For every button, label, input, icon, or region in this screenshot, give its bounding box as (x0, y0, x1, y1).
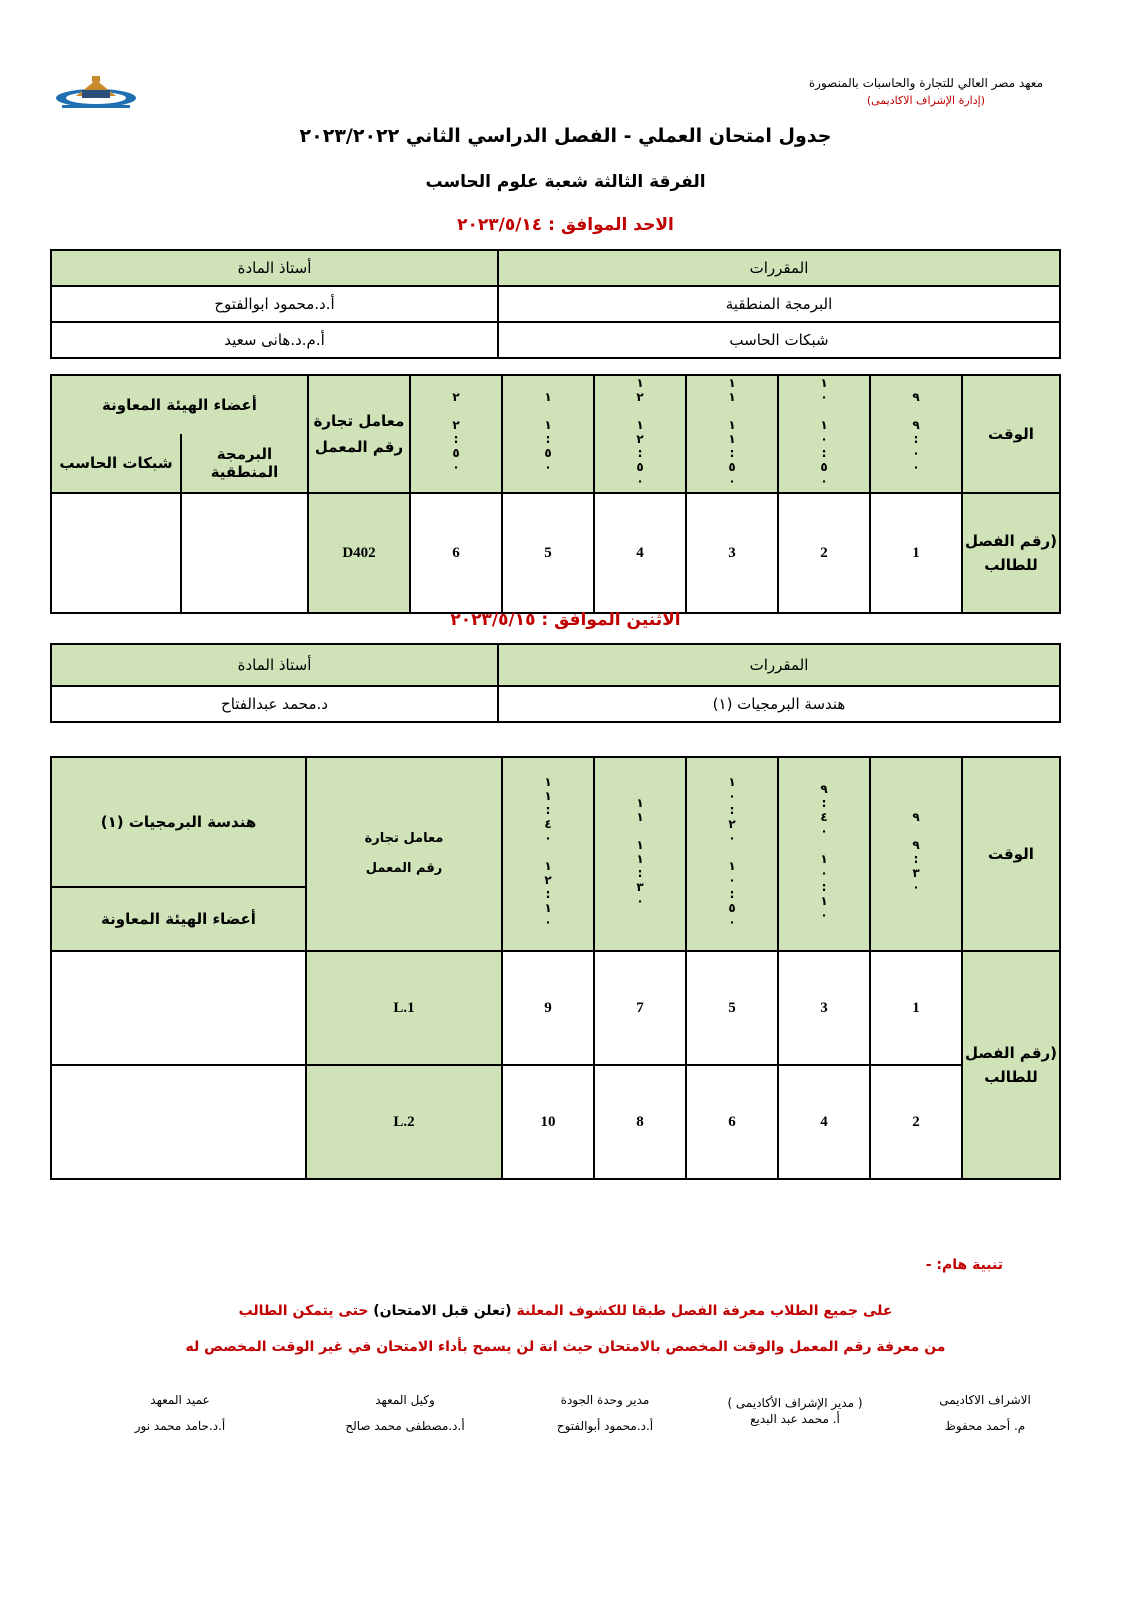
lab-label: معامل تجارة رقم المعمل (308, 375, 410, 493)
time-slot: ٢:٥٠ ٢ (449, 390, 463, 474)
course-name: شبكات الحاسب (498, 322, 1060, 358)
course-col: هندسة البرمجيات (١) (51, 757, 306, 887)
staff-col-logic: البرمجة المنطقية (181, 434, 308, 493)
signature-dean: عميد المعهد أ.د.حامد محمد نور (134, 1393, 226, 1433)
section-number: 2 (870, 1065, 962, 1179)
section-number: 3 (686, 493, 778, 613)
section-number: 6 (410, 493, 502, 613)
notice-title: تنبية هام: - (925, 1257, 1003, 1273)
time-label: الوقت (962, 757, 1060, 951)
section-label: (رقم الفصل للطالب (962, 493, 1060, 613)
lab-label: معامل تجارة رقم المعمل (306, 757, 502, 951)
section-number: 5 (502, 493, 594, 613)
instructor-header: أستاذ المادة (51, 644, 498, 686)
section-number: 4 (594, 493, 686, 613)
staff-cell (51, 951, 306, 1065)
time-slot: ١:٥٠ ١ (541, 390, 555, 474)
department-name: (إدارة الإشراف الاكاديمى) (866, 94, 985, 107)
courses-header: المقررات (498, 250, 1060, 286)
section-number: 5 (686, 951, 778, 1065)
notice-line-1: على جميع الطلاب معرفة الفصل طبقا للكشوف المعلنة (تعلن قبل الامتحان) حتى يتمكن الطالب (238, 1303, 893, 1319)
page-subtitle: الفرقة الثالثة شعبة علوم الحاسب (425, 172, 706, 192)
day2-courses-table (50, 643, 1061, 723)
staff-cell (181, 493, 308, 613)
courses-header: المقررات (498, 644, 1060, 686)
signature-academic-supervision: الاشراف الاكاديمى م. أحمد محفوظ (939, 1393, 1031, 1433)
instructor-header: أستاذ المادة (51, 250, 498, 286)
section-number: 2 (778, 493, 870, 613)
time-slot: ١٢:١٠ ١١:٤٠ (541, 775, 555, 929)
section-number: 4 (778, 1065, 870, 1179)
time-slot: ١١:٥٠ ١١ (725, 376, 739, 488)
time-slot: ٩:٣٠ ٩ (909, 810, 923, 894)
signature-quality: مدير وحدة الجودة أ.د.محمود أبوالفتوح (556, 1393, 654, 1433)
lab-number: D402 (308, 493, 410, 613)
staff-label: أعضاء الهيئة المعاونة (51, 887, 306, 951)
page-title: جدول امتحان العملي - الفصل الدراسي الثاني ٢٠٢٣/٢٠٢٢ (299, 125, 832, 147)
day1-courses-table (50, 249, 1061, 359)
time-slot: ١٠:٥٠ ١٠ (817, 376, 831, 488)
time-slot: ٩:٠٠ ٩ (909, 390, 923, 474)
institute-logo (52, 72, 140, 112)
course-name: البرمجة المنطقية (498, 286, 1060, 322)
section-number: 1 (870, 493, 962, 613)
time-slot: ١٢:٥٠ ١٢ (633, 376, 647, 488)
section-number: 10 (502, 1065, 594, 1179)
day1-schedule-table (50, 374, 1061, 614)
institute-header (809, 76, 1043, 107)
section-number: 8 (594, 1065, 686, 1179)
staff-cell (51, 493, 181, 613)
time-slot: ١١:٣٠ ١١ (633, 796, 647, 908)
section-number: 3 (778, 951, 870, 1065)
section-number: 7 (594, 951, 686, 1065)
instructor-name: أ.د.محمود ابوالفتوح (51, 286, 498, 322)
lab-number: L.2 (306, 1065, 502, 1179)
staff-cell (51, 1065, 306, 1179)
section-label: (رقم الفصل للطالب (962, 951, 1060, 1179)
time-slot: ١٠:١٠ ٩:٤٠ (817, 782, 831, 922)
notice-line-2: من معرفة رقم المعمل والوقت المخصص بالامتحان حيث انة لن يسمح بأداء الامتحان في غير الوقت المخصص له (185, 1339, 946, 1355)
institute-name: معهد مصر العالي للتجارة والحاسبات بالمنصورة (808, 76, 1043, 90)
section-number: 1 (870, 951, 962, 1065)
section-number: 9 (502, 951, 594, 1065)
signature-vice-dean: وكيل المعهد أ.د.مصطفى محمد صالح (345, 1393, 465, 1433)
lab-number: L.1 (306, 951, 502, 1065)
instructor-name: أ.م.د.هانى سعيد (51, 322, 498, 358)
course-name: هندسة البرمجيات (١) (498, 686, 1060, 722)
staff-label: أعضاء الهيئة المعاونة (51, 375, 308, 434)
day1-heading: الاحد الموافق : ٢٠٢٣/٥/١٤ (457, 215, 674, 235)
time-slot: ١٠:٥٠ ١٠:٢٠ (725, 775, 739, 929)
staff-col-networks: شبكات الحاسب (51, 434, 181, 493)
day2-heading: الاثنين الموافق : ٢٠٢٣/٥/١٥ (450, 610, 681, 630)
time-label: الوقت (962, 375, 1060, 493)
instructor-name: د.محمد عبدالفتاح (51, 686, 498, 722)
signature-academic-director: ( مدير الإشراف الأكاديمى ) أ. محمد عبد البديع (727, 1396, 863, 1426)
day2-schedule-table (50, 756, 1061, 1180)
section-number: 6 (686, 1065, 778, 1179)
